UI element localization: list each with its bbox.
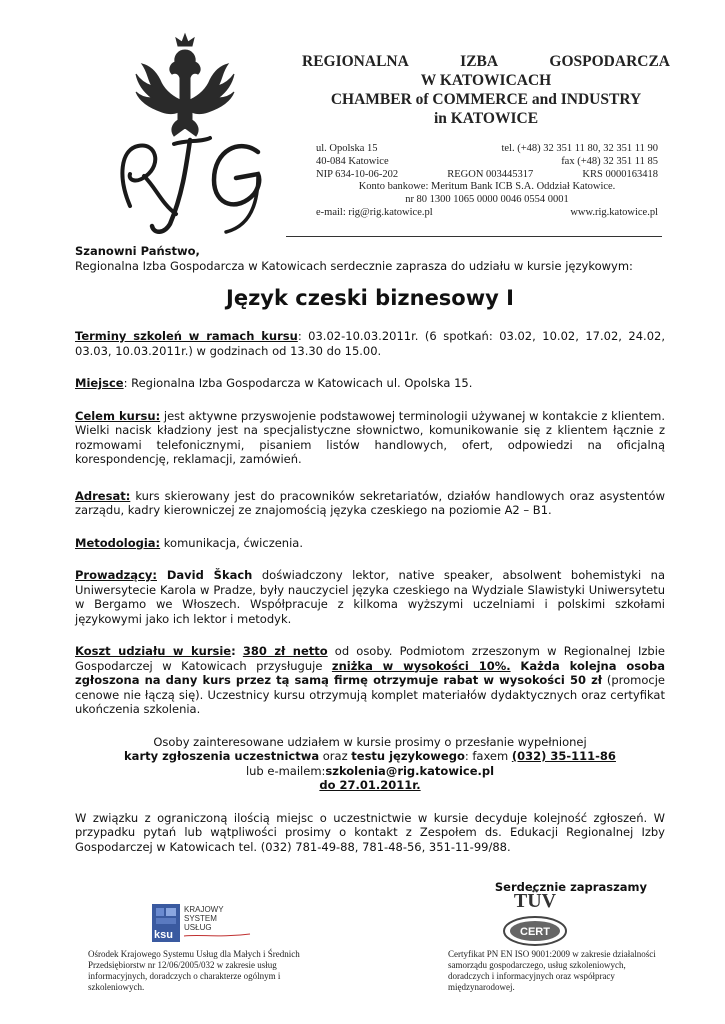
goal-label: Celem kursu:	[75, 408, 161, 423]
ksu-line-3: USŁUG	[184, 923, 212, 932]
chamber-title-line-2: W KATOWICACH	[420, 72, 552, 89]
apply-deadline	[75, 778, 665, 793]
apply-and: oraz	[319, 749, 352, 763]
apply-line-2	[75, 749, 665, 764]
cost-bold: Każda kolejna osoba zgłoszona na dany kurs przez tą samą firmę otrzymuje rabat w wysokości 50 zł	[75, 658, 665, 687]
tuv-cert-logo	[500, 887, 570, 949]
regon: REGON 003445317	[447, 168, 534, 180]
closing	[75, 880, 665, 895]
course-title: Język czeski biznesowy I	[226, 286, 514, 310]
apply-email-label: lub e-mailem:	[245, 763, 326, 778]
apply-fax-label: : faxem	[464, 749, 512, 763]
course-goal	[75, 409, 665, 467]
bank-account-name: Konto bankowe: Meritum Bank ICB S.A. Oddział Katowice.	[358, 181, 616, 193]
deadline-text: do 27.01.2011r.	[319, 778, 421, 792]
cost-label: Koszt udziału w kursie	[75, 644, 232, 658]
cost-text-1: od osoby. Podmiotom zrzeszonym w Regionalnej Izbie Gospodarczej w Katowicach przysługuje	[75, 644, 665, 673]
chamber-title	[300, 52, 672, 128]
apply-fax: (032) 35-111-86	[511, 749, 616, 763]
chamber-title-line-3: CHAMBER of COMMERCE and INDUSTRY	[330, 91, 642, 108]
lecturer-label: Prowadzący:	[75, 568, 157, 582]
ksu-logo	[150, 900, 258, 946]
course-lecturer	[75, 568, 665, 626]
tuv-text: TÜV	[513, 890, 557, 912]
ksu-short-text: ksu	[154, 929, 173, 941]
terms-label: Terminy szkoleń w ramach kursu	[75, 329, 298, 343]
method-text: komunikacja, ćwiczenia.	[160, 535, 303, 550]
audience-text: kurs skierowany jest do pracowników sekretariatów, działów handlowych oraz asystentów zarządu, kadry kierowniczej ze znajomością języka czeskiego na poziomie A2 – B1.	[75, 488, 665, 517]
tuv-cert-text: CERT	[520, 926, 550, 938]
telephone: tel. (+48) 32 351 11 80, 32 351 11 90	[501, 143, 658, 154]
cost-text-2: (promocje cenowe nie łączą się). Uczestnicy kursu otrzymują komplet materiałów dydaktycznych oraz certyfikat ukończenia szkolenia.	[75, 673, 665, 716]
cost-price: 380 zł netto	[242, 644, 328, 658]
bank-account-number: nr 80 1300 1065 0000 0046 0554 0001	[405, 194, 569, 206]
lecturer-name: David Škach	[156, 568, 253, 582]
terms-text: : 03.02-10.03.2011r. (6 spotkań: 03.02, 10.02, 17.02, 24.02, 03.03, 10.03.2011r.) w godzinach od 13.30 do 15.00.	[75, 329, 665, 358]
krs: KRS 0000163418	[582, 168, 658, 180]
method-label: Metodologia:	[75, 535, 161, 550]
title-word: GOSPODARCZA	[549, 53, 670, 70]
course-terms	[75, 329, 665, 358]
cost-discount: zniżka w wysokości 10%.	[331, 658, 511, 673]
title-word: IZBA	[460, 53, 499, 70]
apply-test: testu językowego	[351, 749, 465, 763]
course-methodology	[75, 536, 665, 551]
letter-body	[75, 244, 665, 895]
iso-certificate-description: Certyfikat PN EN ISO 9001:2009 w zakresie działalności samorządu gospodarczego, usług szkoleniowych, doradczych i informacyjnych oraz współpracy międzynarodowej.	[448, 949, 656, 992]
website-link[interactable]: www.rig.katowice.pl	[570, 206, 658, 218]
contact-block	[316, 143, 658, 220]
audience-label: Adresat:	[75, 488, 131, 503]
nip: NIP 634-10-06-202	[316, 168, 399, 180]
apply-line-3	[75, 764, 665, 779]
place-label: Miejsce	[75, 376, 124, 390]
greeting: Szanowni Państwo,	[75, 244, 200, 258]
rig-logo	[90, 28, 280, 238]
eagle-emblem-icon	[136, 34, 234, 136]
apply-form: karty zgłoszenia uczestnictwa	[124, 749, 320, 763]
address: ul. Opolska 15	[316, 143, 378, 154]
rig-monogram-icon	[122, 138, 259, 232]
course-cost	[75, 644, 665, 717]
fax: fax (+48) 32 351 11 85	[561, 155, 658, 167]
lecturer-text: doświadczony lektor, native speaker, absolwent bohemistyki na Uniwersytecie Karola w Pradze, były nauczyciel języka czeskiego na Wydziale Slawistyki Uniwersytetu w Bergamo we Włoszech. Współpracuje z kilkoma wyższymi uczelniami i polskimi szkołami językowymi jako ich lektor i metodyk.	[75, 568, 665, 626]
place-text: : Regionalna Izba Gospodarcza w Katowicach ul. Opolska 15.	[123, 376, 473, 390]
email-link[interactable]: e-mail: rig@rig.katowice.pl	[316, 206, 433, 218]
chamber-title-line-1	[300, 52, 672, 71]
course-place	[75, 376, 665, 391]
title-word: REGIONALNA	[302, 53, 409, 70]
chamber-title-line-4: in KATOWICE	[433, 110, 539, 127]
cost-colon: :	[231, 644, 236, 658]
apply-email-link[interactable]: szkolenia@rig.katowice.pl	[325, 763, 495, 778]
ksu-line-2: SYSTEM	[184, 914, 217, 923]
closing-text: Serdecznie zapraszamy	[494, 880, 647, 894]
goal-text: jest aktywne przyswojenie podstawowej terminologii używanej w kontakcie z klientem. Wielki nacisk kładziony jest na specjalistyczne słownictwo, komunikowanie się z klientem łącznie z rozmowami telefonicznymi, pisaniem listów handlowych, ofert, odpowiedzi na oficjalną korespondencję, reklamacji, zamówień.	[75, 408, 666, 466]
course-audience	[75, 489, 665, 518]
ksu-description: Ośrodek Krajowego Systemu Usług dla Małych i Średnich Przedsiębiorstw nr 12/06/2005/032 w zakresie usług informacyjnych, doradczych o charakterze ogólnym i szkoleniowych.	[88, 949, 300, 992]
ksu-line-1: KRAJOWY	[184, 905, 224, 914]
apply-line-1: Osoby zainteresowane udziałem w kursie prosimy o przesłanie wypełnionej	[153, 734, 587, 749]
intro: Regionalna Izba Gospodarcza w Katowicach serdecznie zaprasza do udziału w kursie językowym:	[75, 258, 633, 273]
header-divider	[286, 236, 662, 237]
city: 40-084 Katowice	[316, 155, 389, 167]
order-info: W związku z ograniczoną ilością miejsc o uczestnictwie w kursie decyduje kolejność zgłoszeń. W przypadku pytań lub wątpliwości prosimy o kontakt z Zespołem ds. Edukacji Regionalnej Izby Gospodarczej w Katowicach tel. (032) 781-49-88, 781-48-56, 351-11-99/88.	[75, 810, 665, 854]
